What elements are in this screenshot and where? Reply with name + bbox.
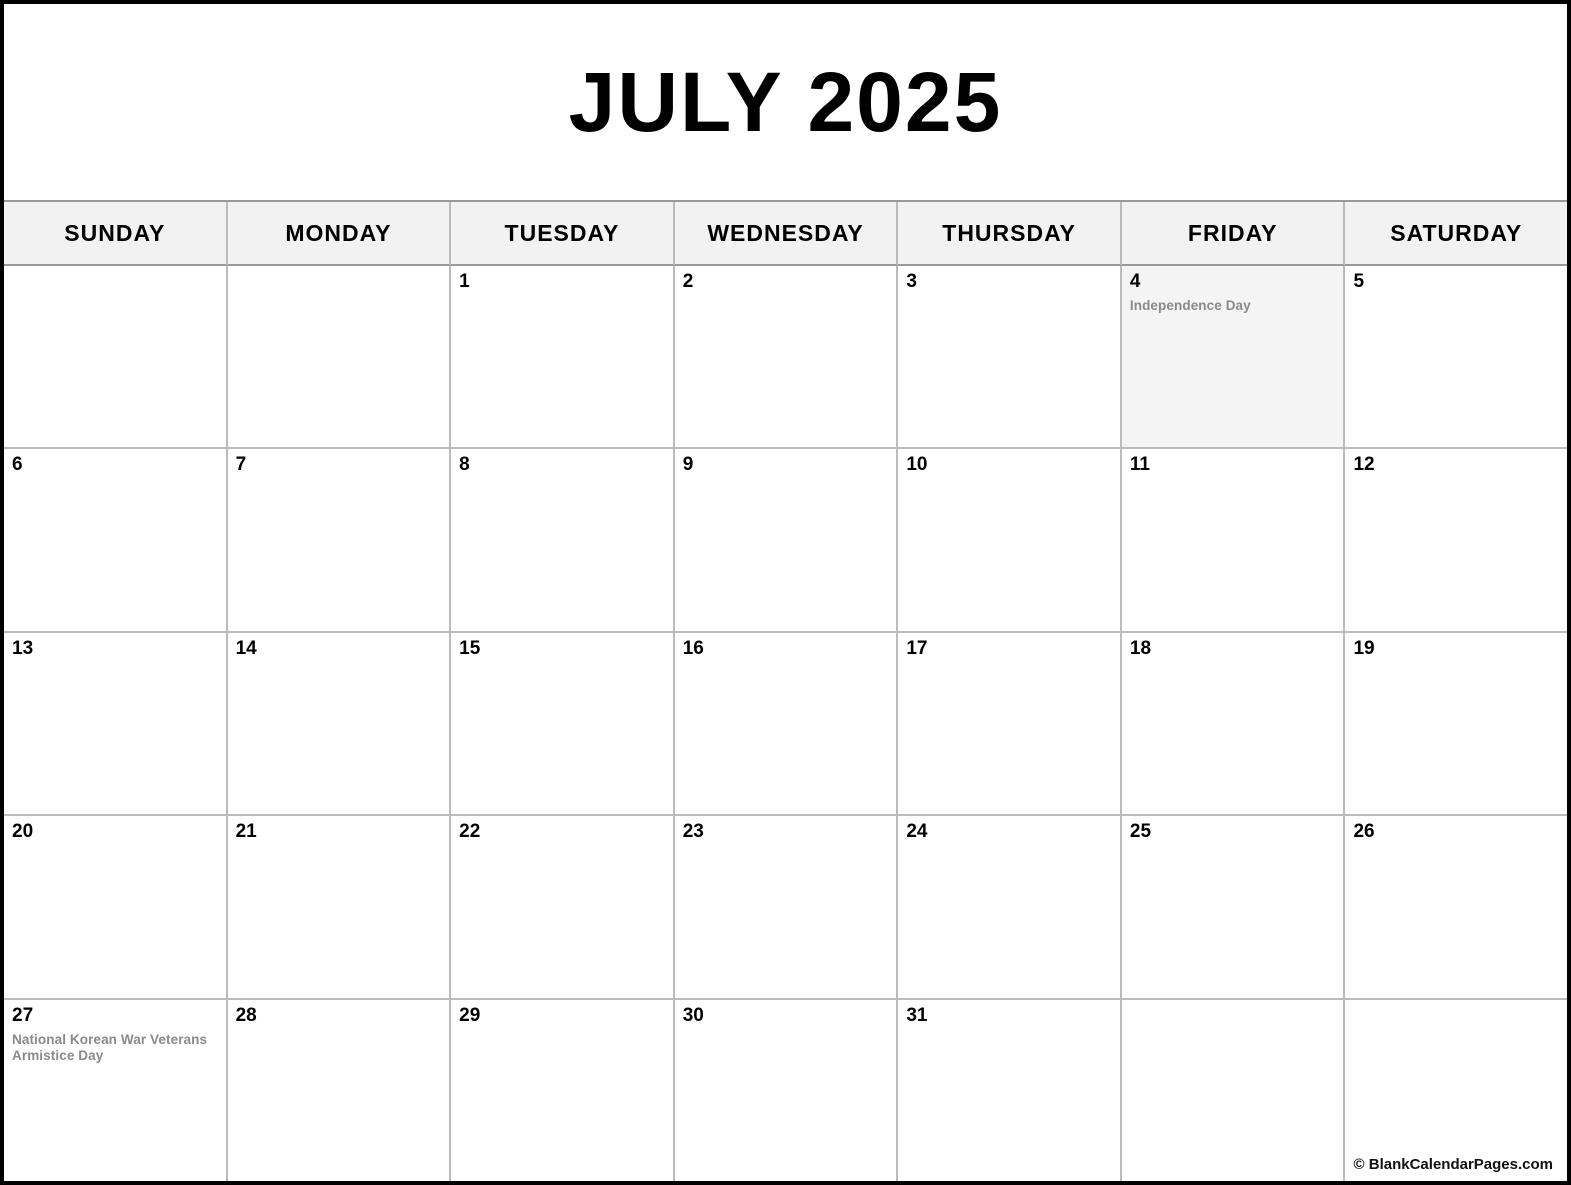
day-cell[interactable]: [1122, 633, 1346, 814]
day-number: 7: [235, 454, 247, 476]
day-cell[interactable]: [1122, 1000, 1346, 1181]
day-cell[interactable]: [675, 266, 899, 447]
day-number: 10: [906, 454, 928, 476]
day-number: 18: [1129, 637, 1152, 659]
day-cell[interactable]: [1122, 816, 1346, 997]
day-number: 27: [12, 1004, 34, 1026]
day-cell[interactable]: [4, 633, 228, 814]
weekday-header-thursday: THURSDAY: [898, 202, 1122, 266]
day-number: 2: [682, 271, 694, 292]
day-number: 21: [235, 821, 257, 843]
day-cell[interactable]: [898, 816, 1122, 997]
day-cell-holiday[interactable]: [1122, 266, 1346, 447]
day-number: 17: [906, 637, 928, 659]
day-cell[interactable]: [451, 449, 675, 630]
weekday-header-sunday: SUNDAY: [4, 202, 228, 266]
day-number: 15: [459, 637, 481, 659]
day-cell[interactable]: [228, 449, 452, 630]
day-cell[interactable]: [4, 1000, 228, 1181]
day-number: 6: [12, 454, 23, 476]
weekday-header-saturday: SATURDAY: [1345, 202, 1567, 266]
day-cell[interactable]: [228, 1000, 452, 1181]
day-cell[interactable]: [898, 633, 1122, 814]
day-cell[interactable]: [1122, 449, 1346, 630]
day-cell[interactable]: [4, 266, 228, 447]
day-number: 28: [235, 1004, 257, 1026]
day-cell[interactable]: [228, 266, 452, 447]
day-event: National Korean War Veterans Armistice Day: [12, 1031, 208, 1064]
weekday-header-tuesday: TUESDAY: [451, 202, 675, 266]
day-number: 22: [459, 821, 481, 843]
day-cell[interactable]: [4, 449, 228, 630]
weekday-header-row: [4, 202, 1567, 266]
day-cell[interactable]: [451, 816, 675, 997]
day-number: 19: [1353, 637, 1375, 659]
day-number: 11: [1129, 454, 1150, 476]
day-cell[interactable]: [675, 633, 899, 814]
day-cell[interactable]: [898, 449, 1122, 630]
day-number: 9: [682, 454, 694, 476]
calendar-grid: [4, 266, 1567, 1181]
weekday-header-friday: FRIDAY: [1122, 202, 1346, 266]
day-cell[interactable]: [228, 816, 452, 997]
day-number: 23: [682, 821, 704, 843]
day-number: 13: [12, 637, 34, 659]
day-cell[interactable]: [1345, 449, 1567, 630]
day-cell[interactable]: [1345, 816, 1567, 997]
calendar-title-bar: [4, 4, 1567, 202]
day-cell[interactable]: [1345, 1000, 1567, 1181]
day-cell[interactable]: [451, 266, 675, 447]
day-number: 1: [459, 271, 470, 292]
day-cell[interactable]: [675, 1000, 899, 1181]
day-number: 24: [906, 821, 928, 843]
week-row: [4, 816, 1567, 999]
day-cell[interactable]: [1345, 266, 1567, 447]
day-number: 25: [1129, 821, 1152, 843]
day-cell[interactable]: [228, 633, 452, 814]
day-cell[interactable]: [898, 266, 1122, 447]
day-number: 20: [12, 821, 34, 843]
day-number: 29: [459, 1004, 481, 1026]
day-number: 14: [235, 637, 257, 659]
weekday-header-wednesday: WEDNESDAY: [675, 202, 899, 266]
day-number: 26: [1353, 821, 1375, 843]
day-cell[interactable]: [898, 1000, 1122, 1181]
week-row: [4, 633, 1567, 816]
week-row: [4, 266, 1567, 449]
day-number: 3: [906, 271, 917, 292]
week-row: [4, 1000, 1567, 1181]
day-cell[interactable]: [1345, 633, 1567, 814]
day-cell[interactable]: [4, 816, 228, 997]
day-number: 16: [682, 637, 704, 659]
day-event: Independence Day: [1129, 297, 1251, 313]
day-cell[interactable]: [451, 1000, 675, 1181]
week-row: [4, 449, 1567, 632]
day-cell[interactable]: [675, 816, 899, 997]
day-number: 4: [1129, 271, 1141, 292]
day-number: 12: [1353, 454, 1375, 476]
footer-credit: © BlankCalendarPages.com: [1353, 1156, 1553, 1173]
day-number: 8: [459, 454, 470, 476]
day-cell[interactable]: [451, 633, 675, 814]
page-title: JULY 2025: [568, 55, 1003, 149]
day-number: 31: [906, 1004, 928, 1026]
day-number: 5: [1353, 271, 1365, 292]
weekday-header-monday: MONDAY: [228, 202, 452, 266]
day-number: 30: [682, 1004, 704, 1026]
day-cell[interactable]: [675, 449, 899, 630]
